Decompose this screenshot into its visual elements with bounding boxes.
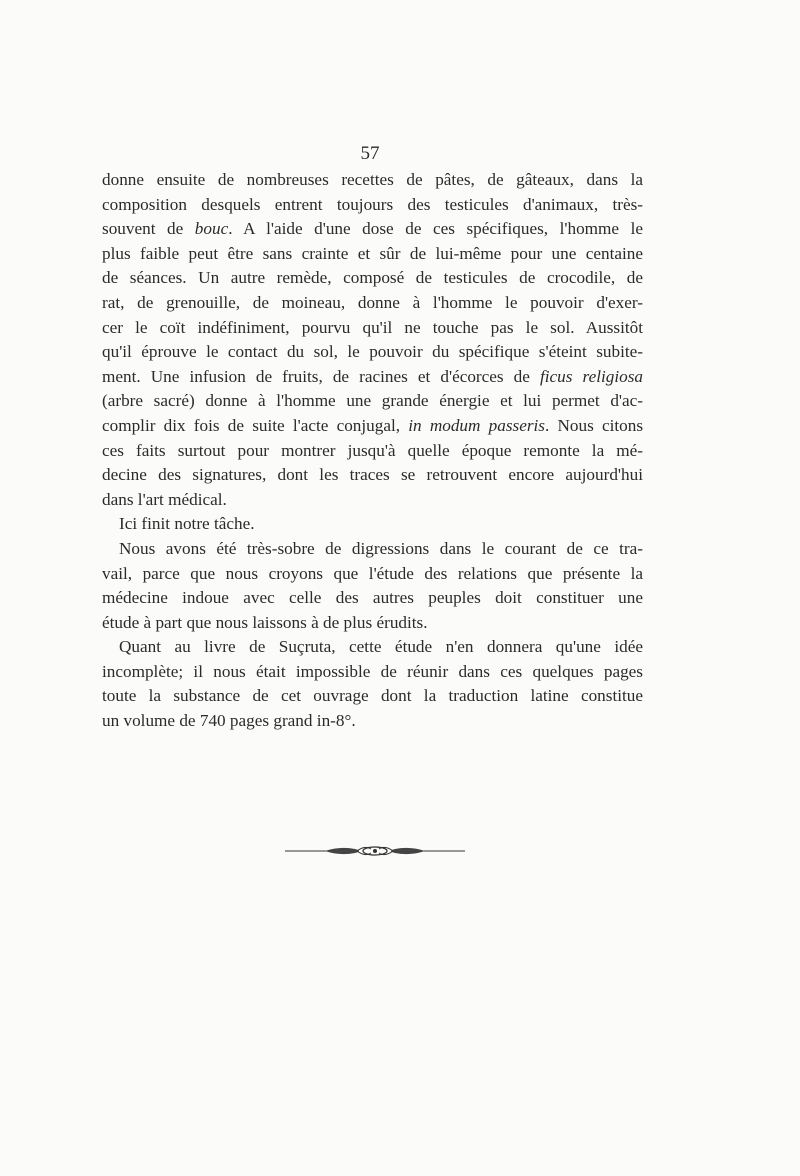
text-line xyxy=(102,340,643,365)
text-line xyxy=(102,684,643,709)
text-line xyxy=(102,635,643,660)
text-run: Nous avons été très-sobre de digressions dans le courant de ce tra- xyxy=(119,538,643,558)
text-run: un volume de 740 pages grand in-8°. xyxy=(102,711,356,731)
text-run: Ici finit notre tâche. xyxy=(119,514,255,534)
text-run: rat, de grenouille, de moineau, donne à l'homme le pouvoir d'exer- xyxy=(102,292,643,312)
text-line xyxy=(102,586,643,611)
text-run: médecine indoue avec celle des autres peuples doit constituer une xyxy=(102,588,643,608)
text-run: ment. Une infusion de fruits, de racines et d'écorces de xyxy=(102,366,540,386)
text-run: complir dix fois de suite l'acte conjugal, xyxy=(102,415,409,435)
text-run: Quant au livre de Suçruta, cette étude n'en donnera qu'une idée xyxy=(119,637,643,657)
text-line xyxy=(102,217,643,242)
text-line xyxy=(102,193,643,218)
italic-term: bouc xyxy=(194,219,229,239)
text-line xyxy=(102,660,643,685)
text-line xyxy=(102,537,643,562)
body-text xyxy=(102,168,643,734)
text-line xyxy=(102,512,643,537)
text-line xyxy=(102,562,643,587)
text-line xyxy=(102,709,643,734)
text-run: de séances. Un autre remède, composé de testicules de crocodile, de xyxy=(102,268,643,288)
text-run: vail, parce que nous croyons que l'étude des relations que présente la xyxy=(102,563,643,583)
text-line xyxy=(102,389,643,414)
text-line xyxy=(102,365,643,390)
italic-term: in modum passeris xyxy=(408,415,545,435)
text-run: dans l'art médical. xyxy=(102,489,227,509)
text-run: incomplète; il nous était impossible de réunir dans ces quelques pages xyxy=(102,661,643,681)
text-line xyxy=(102,266,643,291)
text-run: qu'il éprouve le contact du sol, le pouvoir du spécifique s'éteint subite- xyxy=(102,342,643,362)
italic-term: ficus religiosa xyxy=(539,366,644,386)
text-run: souvent de xyxy=(102,219,195,239)
text-line xyxy=(102,488,643,513)
text-line xyxy=(102,316,643,341)
text-line xyxy=(102,463,643,488)
text-line xyxy=(102,168,643,193)
text-run: cer le coït indéfiniment, pourvu qu'il ne touche pas le sol. Aussitôt xyxy=(102,317,643,337)
text-run: toute la substance de cet ouvrage dont la traduction latine constitue xyxy=(102,686,643,706)
text-run: donne ensuite de nombreuses recettes de pâtes, de gâteaux, dans la xyxy=(102,170,643,189)
text-line xyxy=(102,242,643,267)
text-run: composition desquels entrent toujours des testicules d'animaux, très- xyxy=(102,194,643,214)
text-run: . A l'aide d'une dose de ces spécifiques, l'homme le xyxy=(228,219,643,239)
text-run: étude à part que nous laissons à de plus érudits. xyxy=(102,612,428,632)
text-line xyxy=(102,611,643,636)
text-run: . Nous citons xyxy=(544,415,644,435)
text-line xyxy=(102,291,643,316)
text-line xyxy=(102,439,643,464)
tailpiece-ornament xyxy=(285,843,465,859)
text-run: decine des signatures, dont les traces se retrouvent encore aujourd'hui xyxy=(102,465,643,485)
page-number: 57 xyxy=(360,143,380,164)
text-run: plus faible peut être sans crainte et sûr de lui-même pour une centaine xyxy=(102,243,643,263)
text-run: ces faits surtout pour montrer jusqu'à quelle époque remonte la mé- xyxy=(102,440,643,460)
text-line xyxy=(102,414,643,439)
text-run: (arbre sacré) donne à l'homme une grande énergie et lui permet d'ac- xyxy=(102,391,643,411)
